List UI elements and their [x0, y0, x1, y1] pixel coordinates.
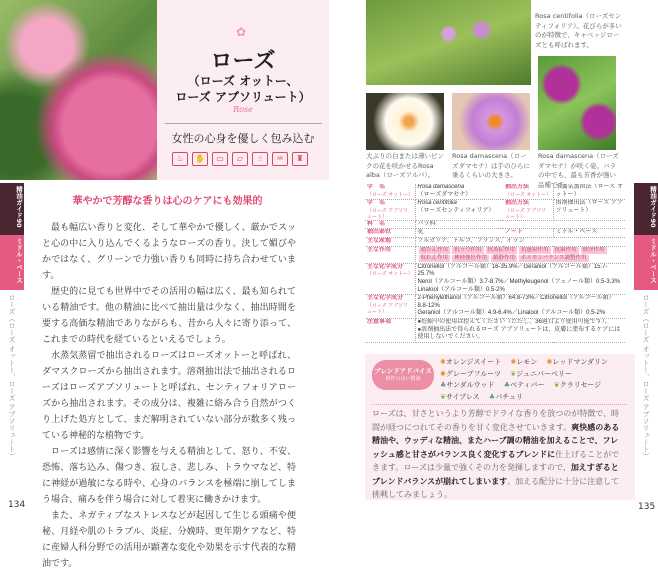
oil: レッドマンダリン: [552, 358, 609, 366]
oil: グレープフルーツ: [445, 369, 501, 378]
emphasis: 加えすぎるとブレンドバランスが崩れてしまいます: [372, 463, 619, 486]
caption: Rosa damascena（ローズダマセナ）が咲く姿。バラの中でも、最も芳香が強い品種です。: [538, 152, 619, 189]
value: 水蒸気蒸留法（ローズ オットー）: [553, 184, 625, 200]
label: 科 名: [365, 220, 415, 229]
text: ローズは、甘さというより芳醇でドライな香りを放つのが特徴で、時間が経つにつれてその香りを甘く変化させていきます。: [372, 409, 620, 432]
oil: レモン: [516, 358, 538, 366]
damascena-bush-photo: [538, 56, 616, 150]
hand-care-icon: ☝: [252, 152, 268, 166]
lead-heading: 華やかで芳醇な香りは心のケアにも効果的: [72, 196, 263, 207]
paragraph: ローズは感情に深く影響を与える精油として、怒り、不安、恐怖、落ち込み、傷つき、寂しさ、悲しみ、トラウマなど、特に神経が過敏になる時や、心身のバランスを極端に崩してしまう場合、痛みを伴う場合に対して着実に働きかけます。: [42, 447, 296, 505]
label-sub: （ローズ アブソリュート）: [505, 207, 547, 220]
table-row: [365, 237, 625, 246]
value: （ローズダマセナ）: [417, 191, 472, 198]
label: 主な作用: [365, 246, 415, 263]
paragraph: また、ネガティブなストレスなどが起因して生じる頭痛や便秘、月経や肌のトラブル、炎症、分娩時、更年期ケアなど、特に産婦人科分野での活用が顕著な変化や効果を示す代表的な精油です。: [42, 511, 296, 569]
table-row: [365, 318, 625, 342]
label: 抽出部位: [365, 229, 415, 238]
tagline: 女性の心身を優しく包み込む: [171, 132, 315, 145]
citrus-icon: ✺: [440, 369, 446, 378]
value: 花: [415, 229, 503, 238]
leaf-icon: ❦: [440, 392, 446, 401]
tab-note: ミドル・ベース: [634, 235, 658, 290]
profile-table: [365, 184, 625, 343]
page-subtitle-1: （ローズ オットー、: [187, 74, 299, 88]
badge-subtitle: 相性の良い精油: [385, 376, 421, 382]
citrus-icon: ✺: [510, 358, 517, 366]
citrus-icon: ✺: [440, 358, 446, 366]
tab-note: ミドル・ベース: [0, 235, 24, 290]
table-row: [365, 295, 625, 319]
label: 注意事項: [365, 318, 415, 342]
value: 2-Phenylethanol（アルコール類）64.8-73%／Citronellol（アルコール類）8.8-12%: [417, 295, 615, 309]
oil: パチュリ: [495, 392, 523, 401]
label-sub: （ローズ オットー）: [367, 271, 413, 278]
rose-photo: [0, 0, 157, 180]
effects-list: [415, 246, 625, 263]
table-row: [365, 246, 625, 263]
value: Geraniol（アルコール類）4.9-6.4%／Linalool（アルコール類）0.5-2%: [417, 310, 606, 317]
value: Citronellol（アルコール類）16-35.9%／Geraniol（アルコール類）15.7-25.7%: [417, 263, 608, 278]
label: 主な産地: [365, 237, 415, 246]
tab-subtitle: ローズ（ローズ オットー、ローズ アブソリュート）: [642, 294, 650, 460]
oil: サイプレス: [445, 392, 480, 401]
label-sub: （ローズ アブソリュート）: [367, 207, 409, 220]
blend-text: [372, 407, 624, 502]
table-row: [365, 263, 625, 294]
oil: サンダルウッド: [446, 381, 495, 389]
usage-icons: [172, 152, 308, 166]
label: 学 名: [367, 184, 386, 190]
label-sub: （ローズ オットー）: [505, 191, 551, 198]
oil: ジュニパーベリー: [516, 369, 572, 378]
page-number: 135: [638, 502, 656, 512]
effect-tag: 抗炎症作用: [487, 247, 516, 254]
emphasis: 爽快感のある精油や、ウッディな精油、またハーブ調の精油を加えることで、フレッシュ感と甘さがバランス良く変化するブレンドに: [372, 422, 620, 459]
effect-tag: 神経強壮作用: [454, 255, 488, 262]
massage-icon: ✋: [192, 152, 208, 166]
paragraph: 水蒸気蒸留で抽出されるローズはローズオットーと呼ばれ、ダマスクローズから抽出されます。溶剤抽出法で抽出されるローズはローズアブソリュートと呼ばれ、センティフォリアローズから抽出されます。その成分は、複雑に絡み合う自然がつくり上げた処方として、まだ解明されていない部分が数多く残っている神秘的な植物です。: [42, 351, 296, 441]
value: Nerol（アルコール類）3.7-8.7%／Methyleugenol（フェノール類）0.5-3.3%: [417, 278, 621, 285]
label: 主な化学成分: [367, 295, 404, 302]
value: Linalool（アルコール類）0.5-2%: [417, 286, 505, 293]
page-title: ローズ: [210, 49, 276, 74]
table-row: [365, 200, 625, 221]
tab-subtitle: ローズ（ローズ オットー、ローズ アブソリュート）: [8, 294, 16, 460]
value: ブルガリア、トルコ、フランス、イラン: [415, 237, 625, 246]
effect-tag: 鎮静作用: [493, 255, 516, 262]
tab-guide: 精油ガイド90: [0, 183, 24, 235]
label: 主な化学成分: [367, 263, 404, 270]
paragraph: 歴史的に見ても世界中でその活用の幅は広く、最も知られている精油です。他の精油に比べて抽出量は少なく、抽出時間を要する高価な精油でありながらも、昔から人々に寄り添って、これまでの時代を経ているといえるでしょう。: [42, 287, 296, 345]
white-rose-photo: [366, 93, 444, 150]
text: 仕上げることができます。ローズは少量で強くその力を発揮しますので、: [372, 449, 620, 472]
towel-icon: ▱: [232, 152, 248, 166]
label-sub: （ローズ オットー）: [367, 191, 413, 198]
label-sub: （ローズ アブソリュート）: [367, 302, 409, 315]
tab-guide: 精油ガイド90: [634, 183, 658, 235]
badge-title: ブレンドアドバイス: [374, 367, 432, 375]
text: 。加える配分に十分に注意して挑戦してみましょう。: [372, 476, 620, 499]
label: 抽出方法: [505, 200, 530, 207]
value: 溶剤抽出法（ローズ アブソリュート）: [553, 200, 625, 221]
blend-badge: [372, 360, 434, 390]
diffuser-icon: ♒: [272, 152, 288, 166]
effect-tag: 収れん作用: [420, 255, 449, 262]
body-text: [42, 220, 296, 572]
bottle-icon: ♜: [292, 152, 308, 166]
effect-tag: 抗菌作用: [554, 247, 577, 254]
caution: ●妊娠中の使用は控えてください（ただし、36週目より使用可能です）。: [417, 318, 611, 325]
caption: Rosa damascena（ローズダマセナ）は手のひらに乗るくらいの大きさ。: [452, 152, 530, 179]
caption: 大ぶりの白または薄いピンクの花を咲かせるRosa alba（ローズアルバ）。: [366, 152, 444, 179]
value: ミドル・ベース: [553, 229, 625, 238]
rose-field-photo: [366, 0, 531, 85]
leaf-icon: ❦: [510, 369, 517, 378]
effect-tag: 抗感染作用: [521, 247, 549, 254]
damascena-hand-photo: [452, 93, 530, 150]
value: Rosa centifolia: [417, 200, 457, 207]
tree-icon: ♣: [440, 381, 447, 389]
page-number: 134: [8, 500, 26, 510]
paragraph: 最も幅広い香りと変化、そして華やかで優しく、厳かでスッと心の中に入り込んでくるようなローズの香り。決して媚びやかではなく、グリーンで力強い香りも同時に持ち合わせています。: [42, 223, 296, 281]
caution: ●溶剤抽出法で得られるローズ アブソリュートは、皮膚に塗布するケアには使用しないでください。: [417, 326, 621, 341]
oil: クラリセージ: [559, 381, 602, 389]
effect-tag: ホルモンバランス調整作用: [521, 255, 587, 262]
oil: ベティバー: [510, 381, 545, 389]
effect-tag: 通たん作用: [420, 247, 449, 254]
divider: [372, 404, 627, 405]
page-subtitle-2: ローズ アブソリュート）: [175, 90, 311, 104]
label: 学 名: [367, 200, 386, 207]
divider: [165, 123, 322, 124]
table-row: [365, 184, 625, 200]
tree-icon: ♣: [503, 381, 511, 389]
flower-ornament-icon: ✿: [236, 25, 247, 39]
effect-tag: 抗うつ作用: [454, 247, 482, 254]
label: 抽出方法: [505, 184, 530, 190]
caption: Rosa centifolia（ローズセンティフォリア）。花びらが多いのが特徴で、キャベッジローズとも呼ばれます。: [535, 12, 622, 49]
bathtub-icon: ▭: [212, 152, 228, 166]
table-row: [365, 220, 625, 229]
table-row: [365, 229, 625, 238]
oil-list: [440, 357, 630, 403]
value: Rosa damascena: [417, 184, 465, 190]
english-name: Rose: [233, 105, 253, 114]
effect-tag: 催淫作用: [582, 247, 605, 254]
citrus-icon: ✺: [546, 358, 553, 366]
leaf-icon: ❦: [553, 381, 560, 389]
label: ノート: [503, 229, 553, 238]
value: （ローズセンティフォリア）: [417, 207, 495, 214]
oil: オレンジスイート: [445, 358, 502, 366]
value: バラ科: [415, 220, 625, 229]
bath-icon: ♨: [172, 152, 188, 166]
tree-icon: ♣: [488, 392, 496, 401]
